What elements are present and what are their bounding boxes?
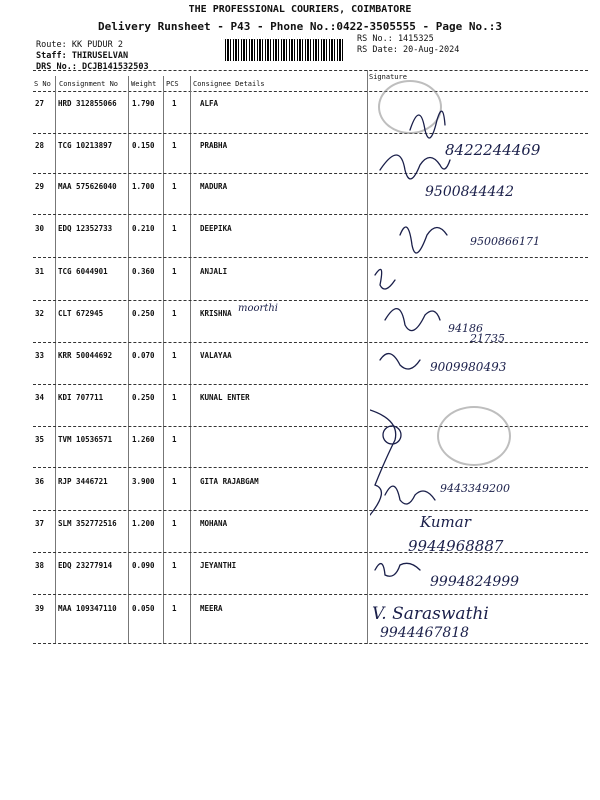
barcode — [225, 39, 345, 61]
runsheet-title: Delivery Runsheet - P43 - Phone No.:0422-3505555 - Page No.:3 — [98, 20, 502, 33]
row-sno: 35 — [35, 435, 45, 444]
row-weight: 0.090 — [132, 561, 155, 570]
route-label: Route: KK PUDUR 2 — [36, 40, 123, 50]
handwritten-phone: 94186 — [448, 322, 483, 335]
row-pcs: 1 — [172, 267, 177, 276]
row-pcs: 1 — [172, 351, 177, 360]
row-sno: 29 — [35, 182, 45, 191]
row-consignee: MEERA — [200, 604, 223, 613]
handwritten-signature: V. Saraswathi — [372, 604, 489, 624]
row-consignment: TCG 10213897 — [58, 141, 113, 150]
column-header-pcs: PCS — [166, 80, 179, 88]
handwritten-signature: Kumar — [420, 513, 471, 531]
column-divider — [367, 70, 368, 644]
staff-label: Staff: THIRUSELVAN — [36, 51, 129, 61]
row-sno: 27 — [35, 99, 45, 108]
handwritten-phone: 21735 — [470, 332, 505, 345]
row-pcs: 1 — [172, 561, 177, 570]
row-consignment: KDI 707711 — [58, 393, 104, 402]
handwritten-phone: 9443349200 — [440, 482, 510, 495]
company-title: THE PROFESSIONAL COURIERS, COIMBATORE — [188, 4, 412, 15]
row-consignee: MADURA — [200, 182, 228, 191]
row-pcs: 1 — [172, 435, 177, 444]
row-consignment: EDQ 12352733 — [58, 224, 113, 233]
row-pcs: 1 — [172, 182, 177, 191]
row-consignment: RJP 3446721 — [58, 477, 108, 486]
row-pcs: 1 — [172, 309, 177, 318]
row-consignee: VALAYAA — [200, 351, 232, 360]
row-sno: 37 — [35, 519, 45, 528]
handwritten-phone: 9994824999 — [430, 574, 520, 590]
header-divider-top — [33, 70, 588, 71]
handwritten-phone: 9944467818 — [380, 625, 470, 641]
handwritten-phone: 9500844442 — [425, 184, 515, 200]
row-consignee: ALFA — [200, 99, 219, 108]
column-header-weight: Weight — [131, 80, 157, 88]
row-consignee: JEYANTHI — [200, 561, 237, 570]
row-consignment: EDQ 23277914 — [58, 561, 113, 570]
row-weight: 1.790 — [132, 99, 155, 108]
row-sno: 39 — [35, 604, 45, 613]
row-consignment: MAA 575626040 — [58, 182, 117, 191]
row-weight: 0.070 — [132, 351, 155, 360]
row-pcs: 1 — [172, 604, 177, 613]
handwritten-phone: 9944968887 — [408, 537, 504, 555]
consignee-stamp — [437, 406, 511, 466]
row-weight: 0.250 — [132, 393, 155, 402]
column-divider — [190, 76, 191, 644]
rs-date: RS Date: 20-Aug-2024 — [357, 45, 460, 55]
row-sno: 38 — [35, 561, 45, 570]
row-pcs: 1 — [172, 141, 177, 150]
row-consignment: SLM 352772516 — [58, 519, 117, 528]
row-weight: 0.050 — [132, 604, 155, 613]
row-consignee: MOHANA — [200, 519, 228, 528]
column-header-sno: S No — [34, 80, 51, 88]
row-sno: 30 — [35, 224, 45, 233]
column-divider — [163, 76, 164, 644]
row-pcs: 1 — [172, 477, 177, 486]
handwritten-name-suffix: moorthi — [238, 303, 278, 314]
row-weight: 3.900 — [132, 477, 155, 486]
row-weight: 1.200 — [132, 519, 155, 528]
row-weight: 1.260 — [132, 435, 155, 444]
row-sno: 33 — [35, 351, 45, 360]
column-header-consignee: Consignee Details — [193, 80, 265, 88]
handwritten-phone: 8422244469 — [445, 141, 541, 159]
row-consignee: KUNAL ENTER — [200, 393, 250, 402]
row-pcs: 1 — [172, 224, 177, 233]
column-header-signature: Signature — [369, 73, 407, 81]
row-weight: 0.150 — [132, 141, 155, 150]
handwritten-phone: 9009980493 — [430, 360, 507, 374]
row-consignment: HRD 312855066 — [58, 99, 117, 108]
row-weight: 0.250 — [132, 309, 155, 318]
handwritten-phone: 9500866171 — [470, 235, 540, 248]
column-divider — [55, 76, 56, 644]
row-consignment: TCG 6044901 — [58, 267, 108, 276]
row-consignee: PRABHA — [200, 141, 228, 150]
header-divider-bottom — [33, 91, 588, 92]
row-pcs: 1 — [172, 519, 177, 528]
row-sno: 36 — [35, 477, 45, 486]
row-weight: 0.360 — [132, 267, 155, 276]
row-weight: 1.700 — [132, 182, 155, 191]
column-divider — [128, 76, 129, 644]
row-consignee: KRISHNA — [200, 309, 232, 318]
row-sno: 34 — [35, 393, 45, 402]
row-consignment: KRR 50044692 — [58, 351, 113, 360]
row-consignment: CLT 672945 — [58, 309, 104, 318]
column-header-consignment: Consignment No — [59, 80, 119, 88]
row-sno: 31 — [35, 267, 45, 276]
row-consignee: ANJALI — [200, 267, 228, 276]
row-pcs: 1 — [172, 99, 177, 108]
row-consignee: GITA RAJABGAM — [200, 477, 259, 486]
rs-number: RS No.: 1415325 — [357, 34, 434, 44]
row-consignment: MAA 109347110 — [58, 604, 117, 613]
row-sno: 32 — [35, 309, 45, 318]
row-pcs: 1 — [172, 393, 177, 402]
row-consignment: TVM 10536571 — [58, 435, 113, 444]
row-sno: 28 — [35, 141, 45, 150]
row-consignee: DEEPIKA — [200, 224, 232, 233]
drs-number: DRS No.: DCJB141532503 — [36, 62, 149, 72]
row-weight: 0.210 — [132, 224, 155, 233]
